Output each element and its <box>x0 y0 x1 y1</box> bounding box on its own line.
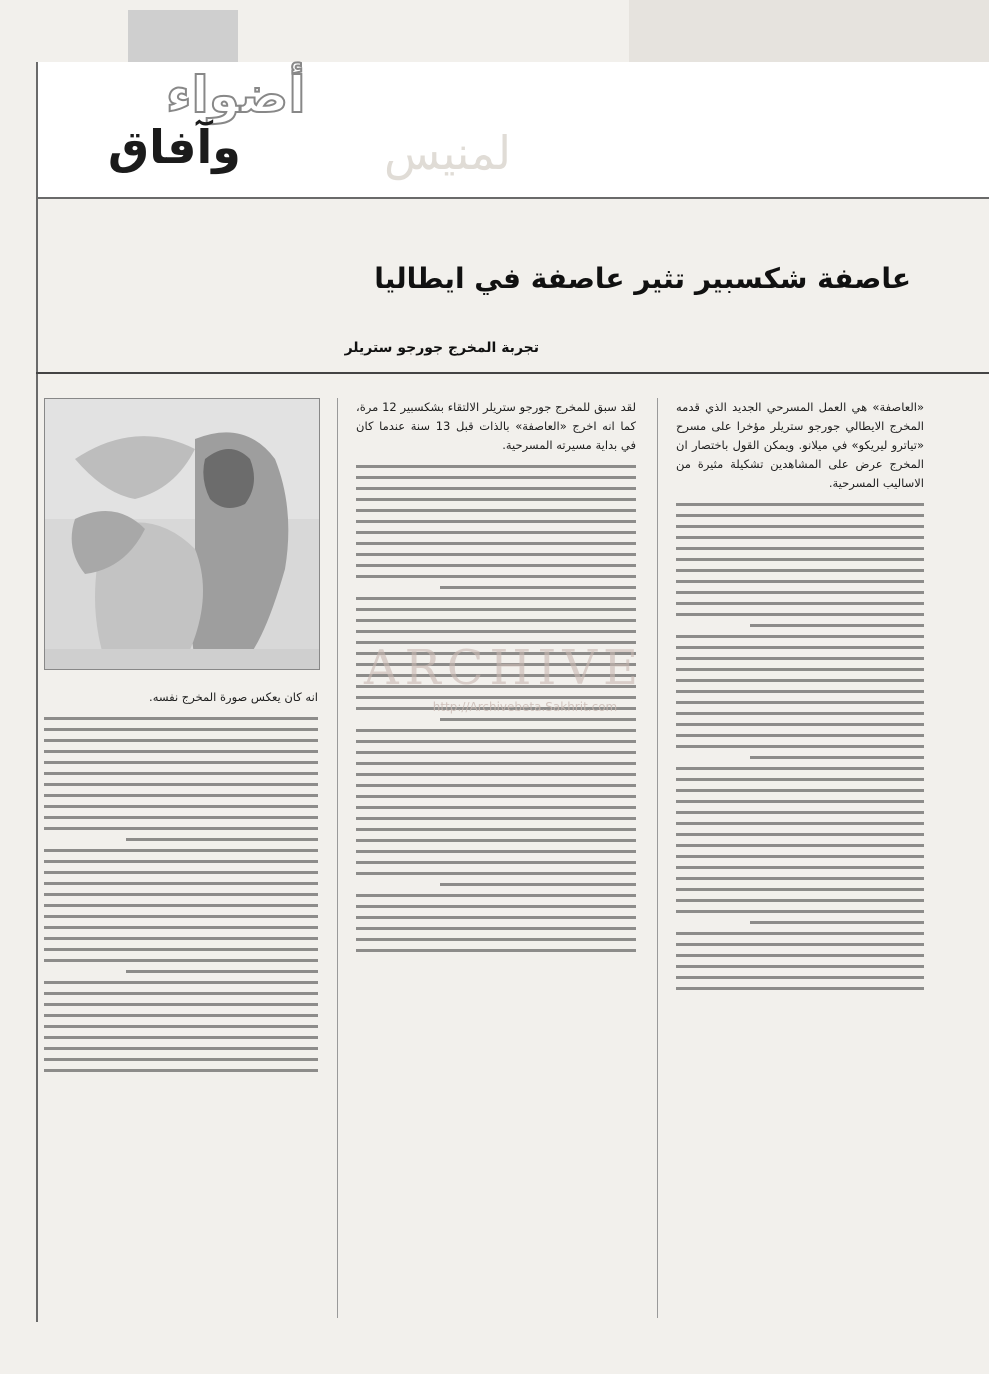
page-corner-shade <box>629 0 989 62</box>
article-headline: عاصفة شكسبير تثير عاصفة في ايطاليا <box>374 262 911 295</box>
stage-photo-icon <box>45 399 319 669</box>
text-column-left <box>44 688 318 1318</box>
page-bottom-margin <box>36 1322 989 1374</box>
column-divider <box>337 398 338 1318</box>
logo-background <box>128 10 238 62</box>
text-column-right <box>676 398 924 1318</box>
archive-watermark: ARCHIVE <box>363 640 645 696</box>
logo-title-primary: أضواء <box>166 66 306 124</box>
column-paragraph: «العاصفة» هي العمل المسرحي الجديد الذي قدمه المخرج الايطالي جورجو ستريلر مؤخرا على مسرح «تياترو ليريكو» في ميلانو. ويمكن القول باختصار ان المخرج عرض على المشاهدين تشكيلة مثيرة من الاساليب المسرحية. <box>676 400 924 490</box>
stage-photo <box>44 398 320 670</box>
faded-script-text: لمنيس <box>384 126 512 180</box>
masthead-divider <box>36 197 989 199</box>
article-subheadline: تجربة المخرج جورجو ستريلر <box>344 340 539 356</box>
text-column-middle <box>356 398 636 1318</box>
logo-title-secondary: وآفاق <box>108 120 241 174</box>
masthead-banner <box>36 62 989 197</box>
column-paragraph: لقد سبق للمخرج جورجو ستريلر الالتقاء بشكسبير 12 مرة، كما انه اخرج «العاصفة» بالذات قبل 13 سنة عندما كان في بداية مسيرته المسرحية. <box>356 400 636 452</box>
column-paragraph: انه كان يعكس صورة المخرج نفسه. <box>149 690 318 704</box>
column-divider <box>657 398 658 1318</box>
archive-watermark-url: http://Archivebeta.Sakhrit.com <box>432 700 618 714</box>
